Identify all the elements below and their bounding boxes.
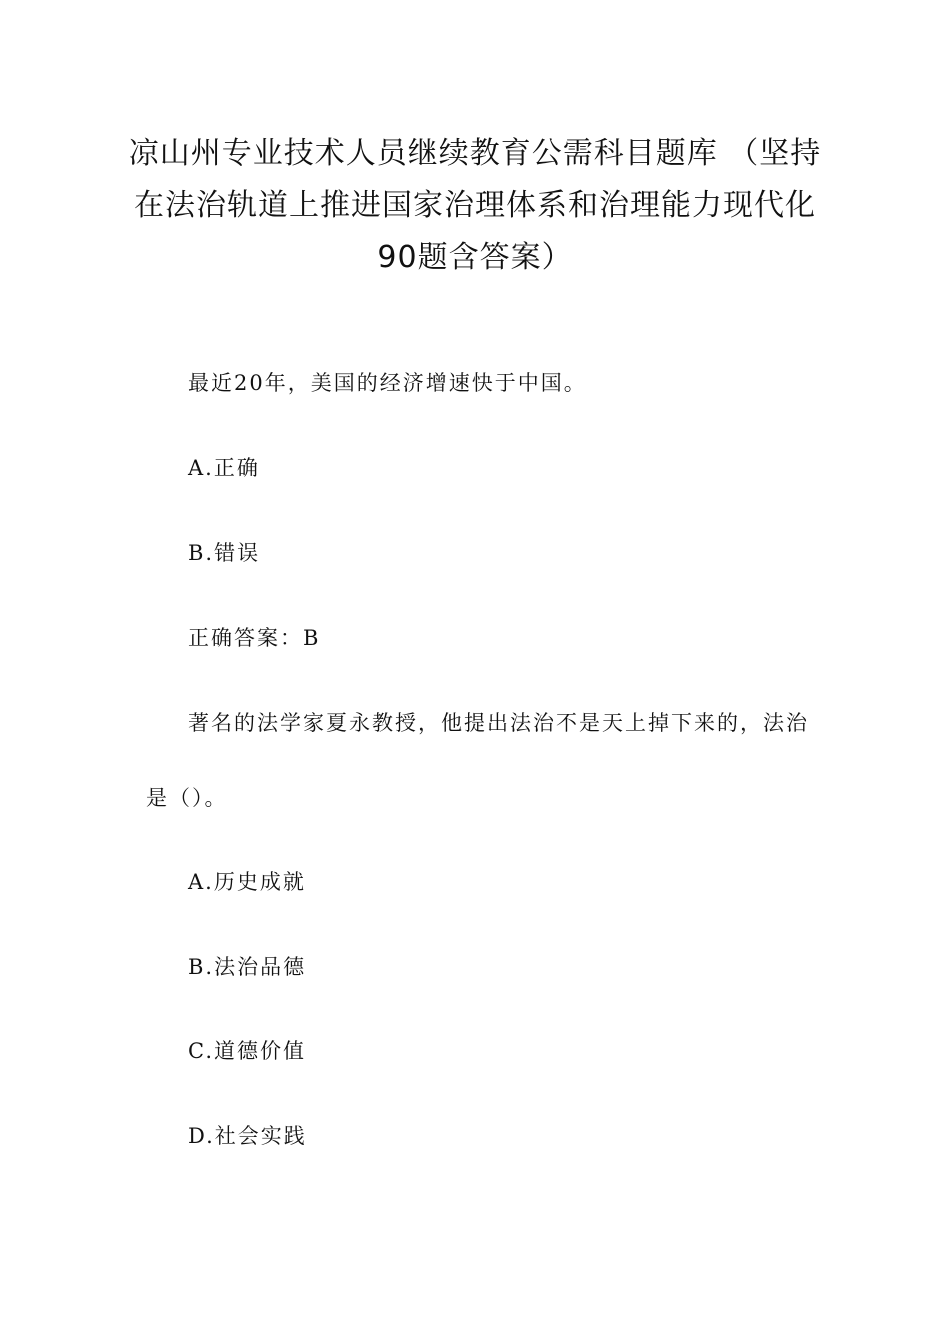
question-2-option-b: B.法治品德 [188, 955, 307, 979]
title-line-2: 在法治轨道上推进国家治理体系和治理能力现代化 [134, 188, 816, 223]
title-line-1: 凉山州专业技术人员继续教育公需科目题库 （坚持 [128, 136, 822, 171]
question-1-stem: 最近20年，美国的经济增速快于中国。 [188, 371, 587, 395]
document-title [120, 128, 830, 284]
question-2-option-a: A.历史成就 [188, 870, 306, 894]
question-2-stem-line-2: 是（）。 [146, 786, 228, 810]
question-1-answer: 正确答案：B [188, 626, 321, 650]
question-2-stem-line-1: 著名的法学家夏永教授，他提出法治不是天上掉下来的，法治 [188, 711, 809, 735]
title-line-3: 90题含答案） [377, 240, 573, 275]
question-1-option-b: B.错误 [188, 541, 261, 565]
question-2-option-c: C.道德价值 [188, 1039, 306, 1063]
question-2-option-d: D.社会实践 [188, 1124, 307, 1148]
question-1-option-a: A.正确 [188, 456, 260, 480]
